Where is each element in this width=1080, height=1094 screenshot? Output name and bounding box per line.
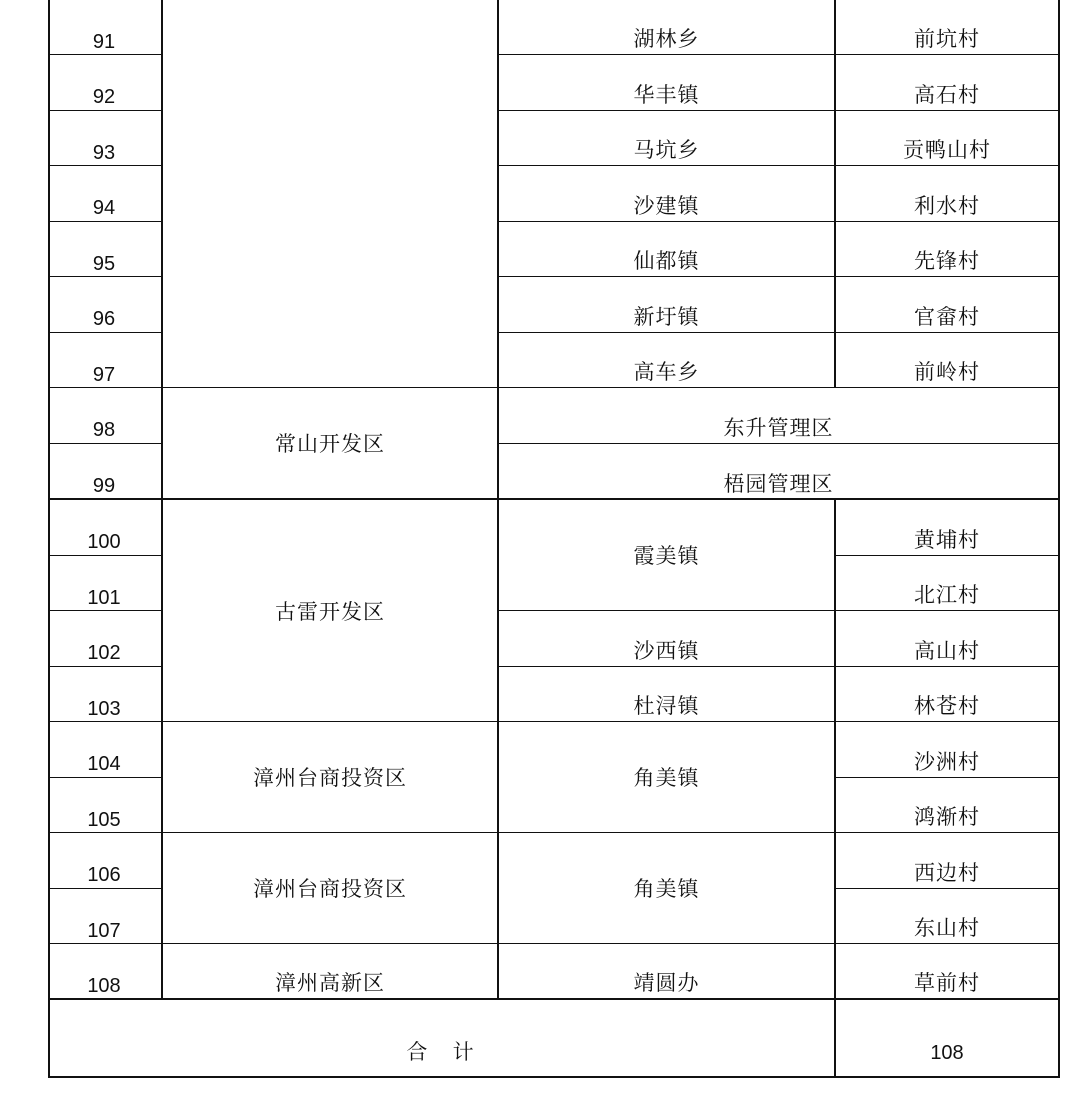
row-number: 99 [92,475,116,497]
hline [834,555,1060,556]
village-cell: 北江村 [914,583,980,607]
row-number: 105 [87,809,121,831]
town-cell: 沙建镇 [633,194,700,218]
town-cell: 角美镇 [633,766,700,790]
district-cell: 漳州高新区 [275,971,385,995]
district-cell: 漳州台商投资区 [253,877,407,901]
hline [48,54,162,55]
town-cell: 新圩镇 [633,305,700,329]
row-number: 108 [87,975,121,997]
vline-right [1058,0,1060,1078]
hline [48,943,1060,944]
total-value: 108 [930,1041,964,1064]
hline [497,610,1060,611]
village-cell: 前坑村 [914,27,980,51]
hline [497,443,1060,444]
town-cell: 马坑乡 [633,138,700,162]
row-number: 104 [87,753,121,775]
village-cell: 官畲村 [914,305,980,329]
management-area-cell: 东升管理区 [723,415,834,440]
hline [48,777,162,778]
village-cell: 高石村 [914,83,980,107]
village-cell: 草前村 [914,971,980,995]
hline [497,332,1060,333]
town-cell: 沙西镇 [633,639,700,663]
town-cell: 角美镇 [633,877,700,901]
row-number: 106 [87,864,121,886]
hline [48,888,162,889]
town-cell: 仙都镇 [633,249,700,273]
hline [48,165,162,166]
hline [497,221,1060,222]
town-cell: 湖林乡 [633,27,700,51]
village-cell: 东山村 [914,916,980,940]
village-cell: 林苍村 [914,694,980,718]
hline [834,888,1060,889]
row-number: 91 [92,31,116,53]
hline [497,165,1060,166]
hline [48,443,162,444]
hline [497,110,1060,111]
row-number: 95 [92,253,116,275]
district-cell: 常山开发区 [275,432,385,456]
village-cell: 沙洲村 [914,750,980,774]
village-cell: 贡鸭山村 [903,138,991,162]
row-number: 94 [92,197,116,219]
row-number: 100 [87,531,121,553]
row-number: 98 [92,419,116,441]
hline [48,666,162,667]
hline [497,276,1060,277]
village-cell: 先锋村 [914,249,980,273]
town-cell: 霞美镇 [633,544,700,568]
village-cell: 前岭村 [914,360,980,384]
village-cell: 黄埔村 [914,528,980,552]
hline [48,221,162,222]
hline [48,555,162,556]
hline [48,332,162,333]
row-number: 107 [87,920,121,942]
row-number: 96 [92,308,116,330]
village-cell: 鸿渐村 [914,805,980,829]
hline [48,998,1060,1000]
hline-bottom [48,1076,1060,1078]
management-area-cell: 梧园管理区 [723,471,834,496]
hline [48,110,162,111]
village-cell: 西边村 [914,861,980,885]
district-cell: 古雷开发区 [275,599,385,624]
town-cell: 杜浔镇 [633,694,700,718]
town-cell: 高车乡 [633,360,700,384]
hline [834,777,1060,778]
village-cell: 高山村 [914,639,980,663]
town-cell: 靖圆办 [633,971,700,995]
row-number: 101 [87,587,121,609]
town-cell: 华丰镇 [633,83,700,107]
hline [497,54,1060,55]
total-label: 合 计 [406,1040,478,1064]
hline [497,666,1060,667]
row-number: 92 [92,86,116,108]
hline [48,610,162,611]
row-number: 93 [92,142,116,164]
district-cell: 漳州台商投资区 [253,766,407,790]
row-number: 103 [87,698,121,720]
row-number: 102 [87,642,121,664]
row-number: 97 [92,364,116,386]
village-cell: 利水村 [914,194,980,218]
hline [48,276,162,277]
